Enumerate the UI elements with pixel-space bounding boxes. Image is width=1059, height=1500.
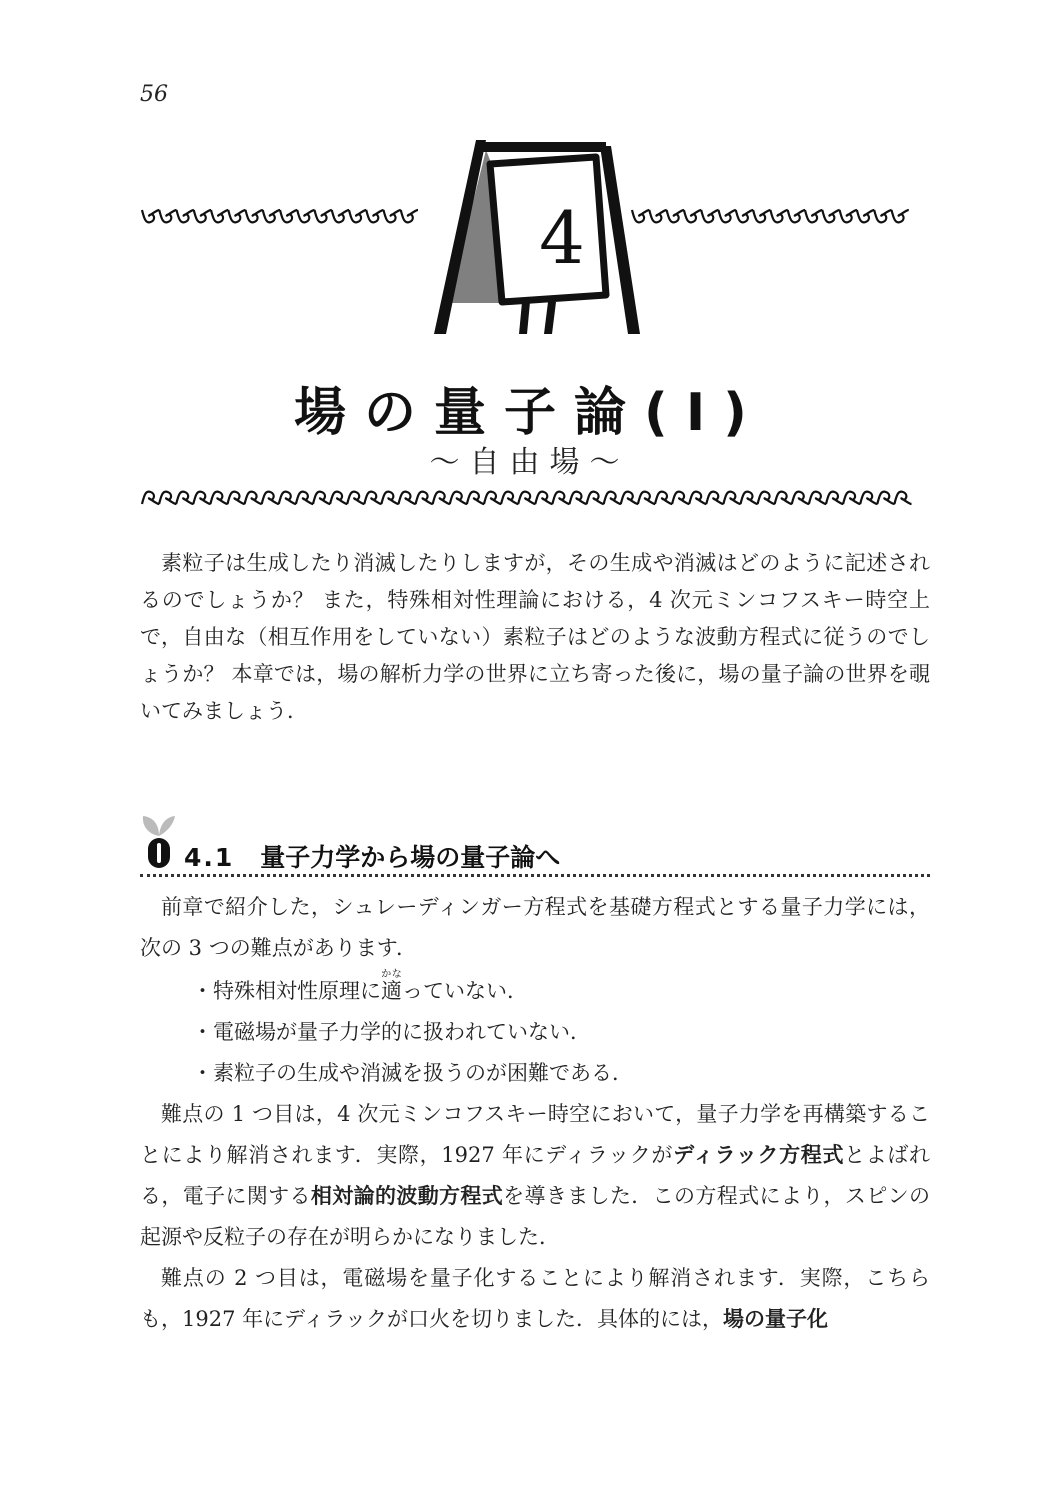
section-number: 4.1 — [184, 843, 235, 872]
chapter-intro: 素粒子は生成したり消滅したりしますが，その生成や消滅はどのように記述されるのでしょうか？ また，特殊相対性理論における，4 次元ミンコフスキー時空上で，自由な（相互作用をしていない）素粒子はどのような波動方程式に従うのでしょうか？ 本章では，場の解析力学の世界に立ち寄った後に，場の量子論の世界を覗いてみましょう． — [140, 551, 930, 723]
bullet-item: ・素粒子の生成や消滅を扱うのが困難である． — [192, 1061, 633, 1085]
bullet-item: ・電磁場が量子力学的に扱われていない． — [192, 1020, 591, 1044]
sprout-icon — [140, 808, 178, 870]
paragraph: 前章で紹介した，シュレーディンガー方程式を基礎方程式とする量子力学には，次の 3 つの難点があります． — [140, 895, 930, 960]
chapter-subtitle: 〜自由場〜 — [429, 445, 630, 480]
scallop-right — [632, 210, 909, 222]
section-title — [184, 838, 560, 874]
paragraph: 難点の 2 つ目は，電磁場を量子化することにより解消されます．実際，こちらも，1927 年にディラックが口火を切りました．具体的には，場の量子化 — [140, 1266, 930, 1331]
bullet-item: ・特殊相対性原理に適かなっていない． — [192, 969, 528, 1003]
section-title-text: 量子力学から場の量子論へ — [260, 843, 561, 872]
ruby-word: 適かな — [381, 969, 402, 1003]
page-number: 56 — [140, 82, 168, 107]
term-field-quantization: 場の量子化 — [723, 1307, 829, 1331]
section-heading — [140, 808, 930, 880]
chapter-title: 場の量子論(I) — [294, 383, 765, 443]
scallop-divider — [140, 488, 930, 512]
dotted-rule — [140, 874, 930, 877]
paragraph: 難点の 1 つ目は，4 次元ミンコフスキー時空において，量子力学を再構築することにより解消されます．実際，1927 年にディラックがディラック方程式とよばれる，電子に関する相対論的波動方程式を導きました．この方程式により，スピンの起源や反粒子の存在が明らかになりました． — [140, 1102, 931, 1249]
scallop-left — [142, 210, 418, 222]
chapter-header-art — [0, 130, 1059, 350]
term-dirac-equation: ディラック方程式 — [673, 1143, 845, 1167]
section-body — [140, 887, 930, 1340]
chapter-number: 4 — [539, 196, 585, 280]
easel-sign-icon — [434, 140, 640, 334]
term-relativistic-wave-equation: 相対論的波動方程式 — [310, 1184, 504, 1208]
